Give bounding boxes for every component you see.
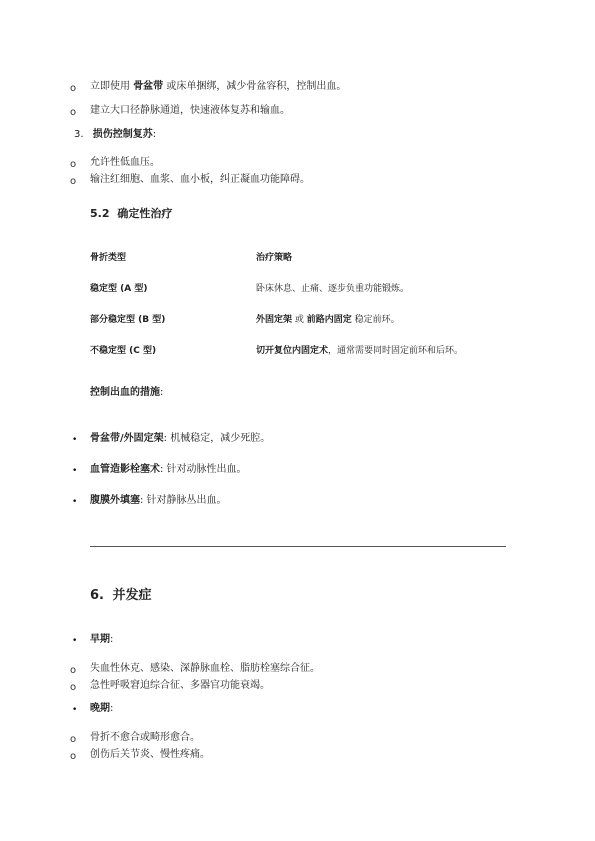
list-item: 骨折不愈合或畸形愈合。	[90, 732, 200, 743]
strategy-text: 或	[292, 315, 307, 325]
list-item	[90, 702, 113, 716]
phase-label: 早期	[90, 634, 110, 645]
list-item-text: 立即使用	[90, 81, 134, 92]
measure-desc: : 针对静脉丛出血。	[140, 495, 227, 506]
measure-desc: : 机械稳定，减少死腔。	[163, 433, 271, 444]
pelvic-binder-term: 骨盆带	[133, 81, 164, 92]
list-item-text: 或床单捆绑，减少骨盆容积，控制出血。	[163, 81, 347, 92]
solid-bullet-marker: •	[72, 435, 78, 445]
list-item: 允许性低血压。	[90, 157, 160, 168]
solid-bullet-marker: •	[72, 636, 78, 646]
measure-term: 骨盆带/外固定架	[90, 433, 164, 444]
solid-bullet-marker: •	[72, 705, 78, 715]
list-item: 创伤后关节炎、慢性疼痛。	[90, 749, 210, 760]
phase-label: 晚期	[90, 703, 110, 714]
section-heading	[90, 207, 172, 221]
table-header-strategy: 治疗策略	[256, 253, 293, 263]
measure-term: 血管造影栓塞术	[90, 464, 160, 475]
table-header-fracture-type: 骨折类型	[90, 253, 127, 263]
table-cell-type: 不稳定型 (C 型)	[90, 346, 157, 356]
list-item	[90, 432, 270, 446]
measure-term: 腹膜外填塞	[90, 495, 140, 506]
item-colon: :	[152, 129, 157, 140]
hollow-bullet-marker: o	[70, 751, 77, 762]
section-number: 6.	[90, 588, 104, 603]
list-item	[90, 633, 113, 647]
list-item	[90, 463, 247, 477]
hollow-bullet-marker: o	[70, 176, 77, 187]
list-item	[90, 494, 227, 508]
phase-colon: :	[110, 634, 114, 645]
solid-bullet-marker: •	[72, 466, 78, 476]
subheading	[90, 386, 163, 400]
subheading-title: 控制出血的措施	[90, 387, 160, 398]
strategy-term: 切开复位内固定术	[256, 346, 329, 356]
list-item	[90, 80, 346, 94]
section-number: 5.2	[90, 207, 110, 220]
item-number: 3.	[74, 129, 84, 140]
table-cell-strategy	[256, 345, 463, 357]
table-cell-strategy	[256, 314, 400, 326]
hollow-bullet-marker: o	[70, 107, 77, 118]
strategy-term: 前路内固定	[306, 315, 352, 325]
hollow-bullet-marker: o	[70, 83, 77, 94]
horizontal-divider	[90, 546, 506, 547]
list-item: 失血性休克、感染、深静脉血栓、脂肪栓塞综合征。	[90, 663, 320, 674]
numbered-item	[74, 128, 156, 142]
table-cell-type: 部分稳定型 (B 型)	[90, 315, 166, 325]
measure-desc: : 针对动脉性出血。	[160, 464, 247, 475]
list-item: 输注红细胞、血浆、血小板，纠正凝血功能障碍。	[90, 174, 310, 185]
strategy-term: 外固定架	[256, 315, 293, 325]
list-item: 建立大口径静脉通道，快速液体复苏和输血。	[90, 105, 290, 116]
strategy-text: ，通常需要同时固定前环和后环。	[328, 346, 464, 356]
hollow-bullet-marker: o	[70, 734, 77, 745]
phase-colon: :	[110, 703, 114, 714]
table-cell-strategy: 卧床休息、止痛、逐步负重功能锻炼。	[256, 284, 410, 294]
item-title: 损伤控制复苏	[92, 129, 153, 140]
section-title: 并发症	[112, 588, 152, 603]
solid-bullet-marker: •	[72, 497, 78, 507]
subheading-colon: :	[160, 387, 164, 398]
strategy-text: 稳定前环。	[351, 315, 400, 325]
section-title: 确定性治疗	[117, 207, 173, 220]
section-heading	[90, 588, 152, 604]
hollow-bullet-marker: o	[70, 159, 77, 170]
hollow-bullet-marker: o	[70, 682, 77, 693]
list-item: 急性呼吸窘迫综合征、多器官功能衰竭。	[90, 680, 270, 691]
hollow-bullet-marker: o	[70, 665, 77, 676]
table-cell-type: 稳定型 (A 型)	[90, 284, 148, 294]
